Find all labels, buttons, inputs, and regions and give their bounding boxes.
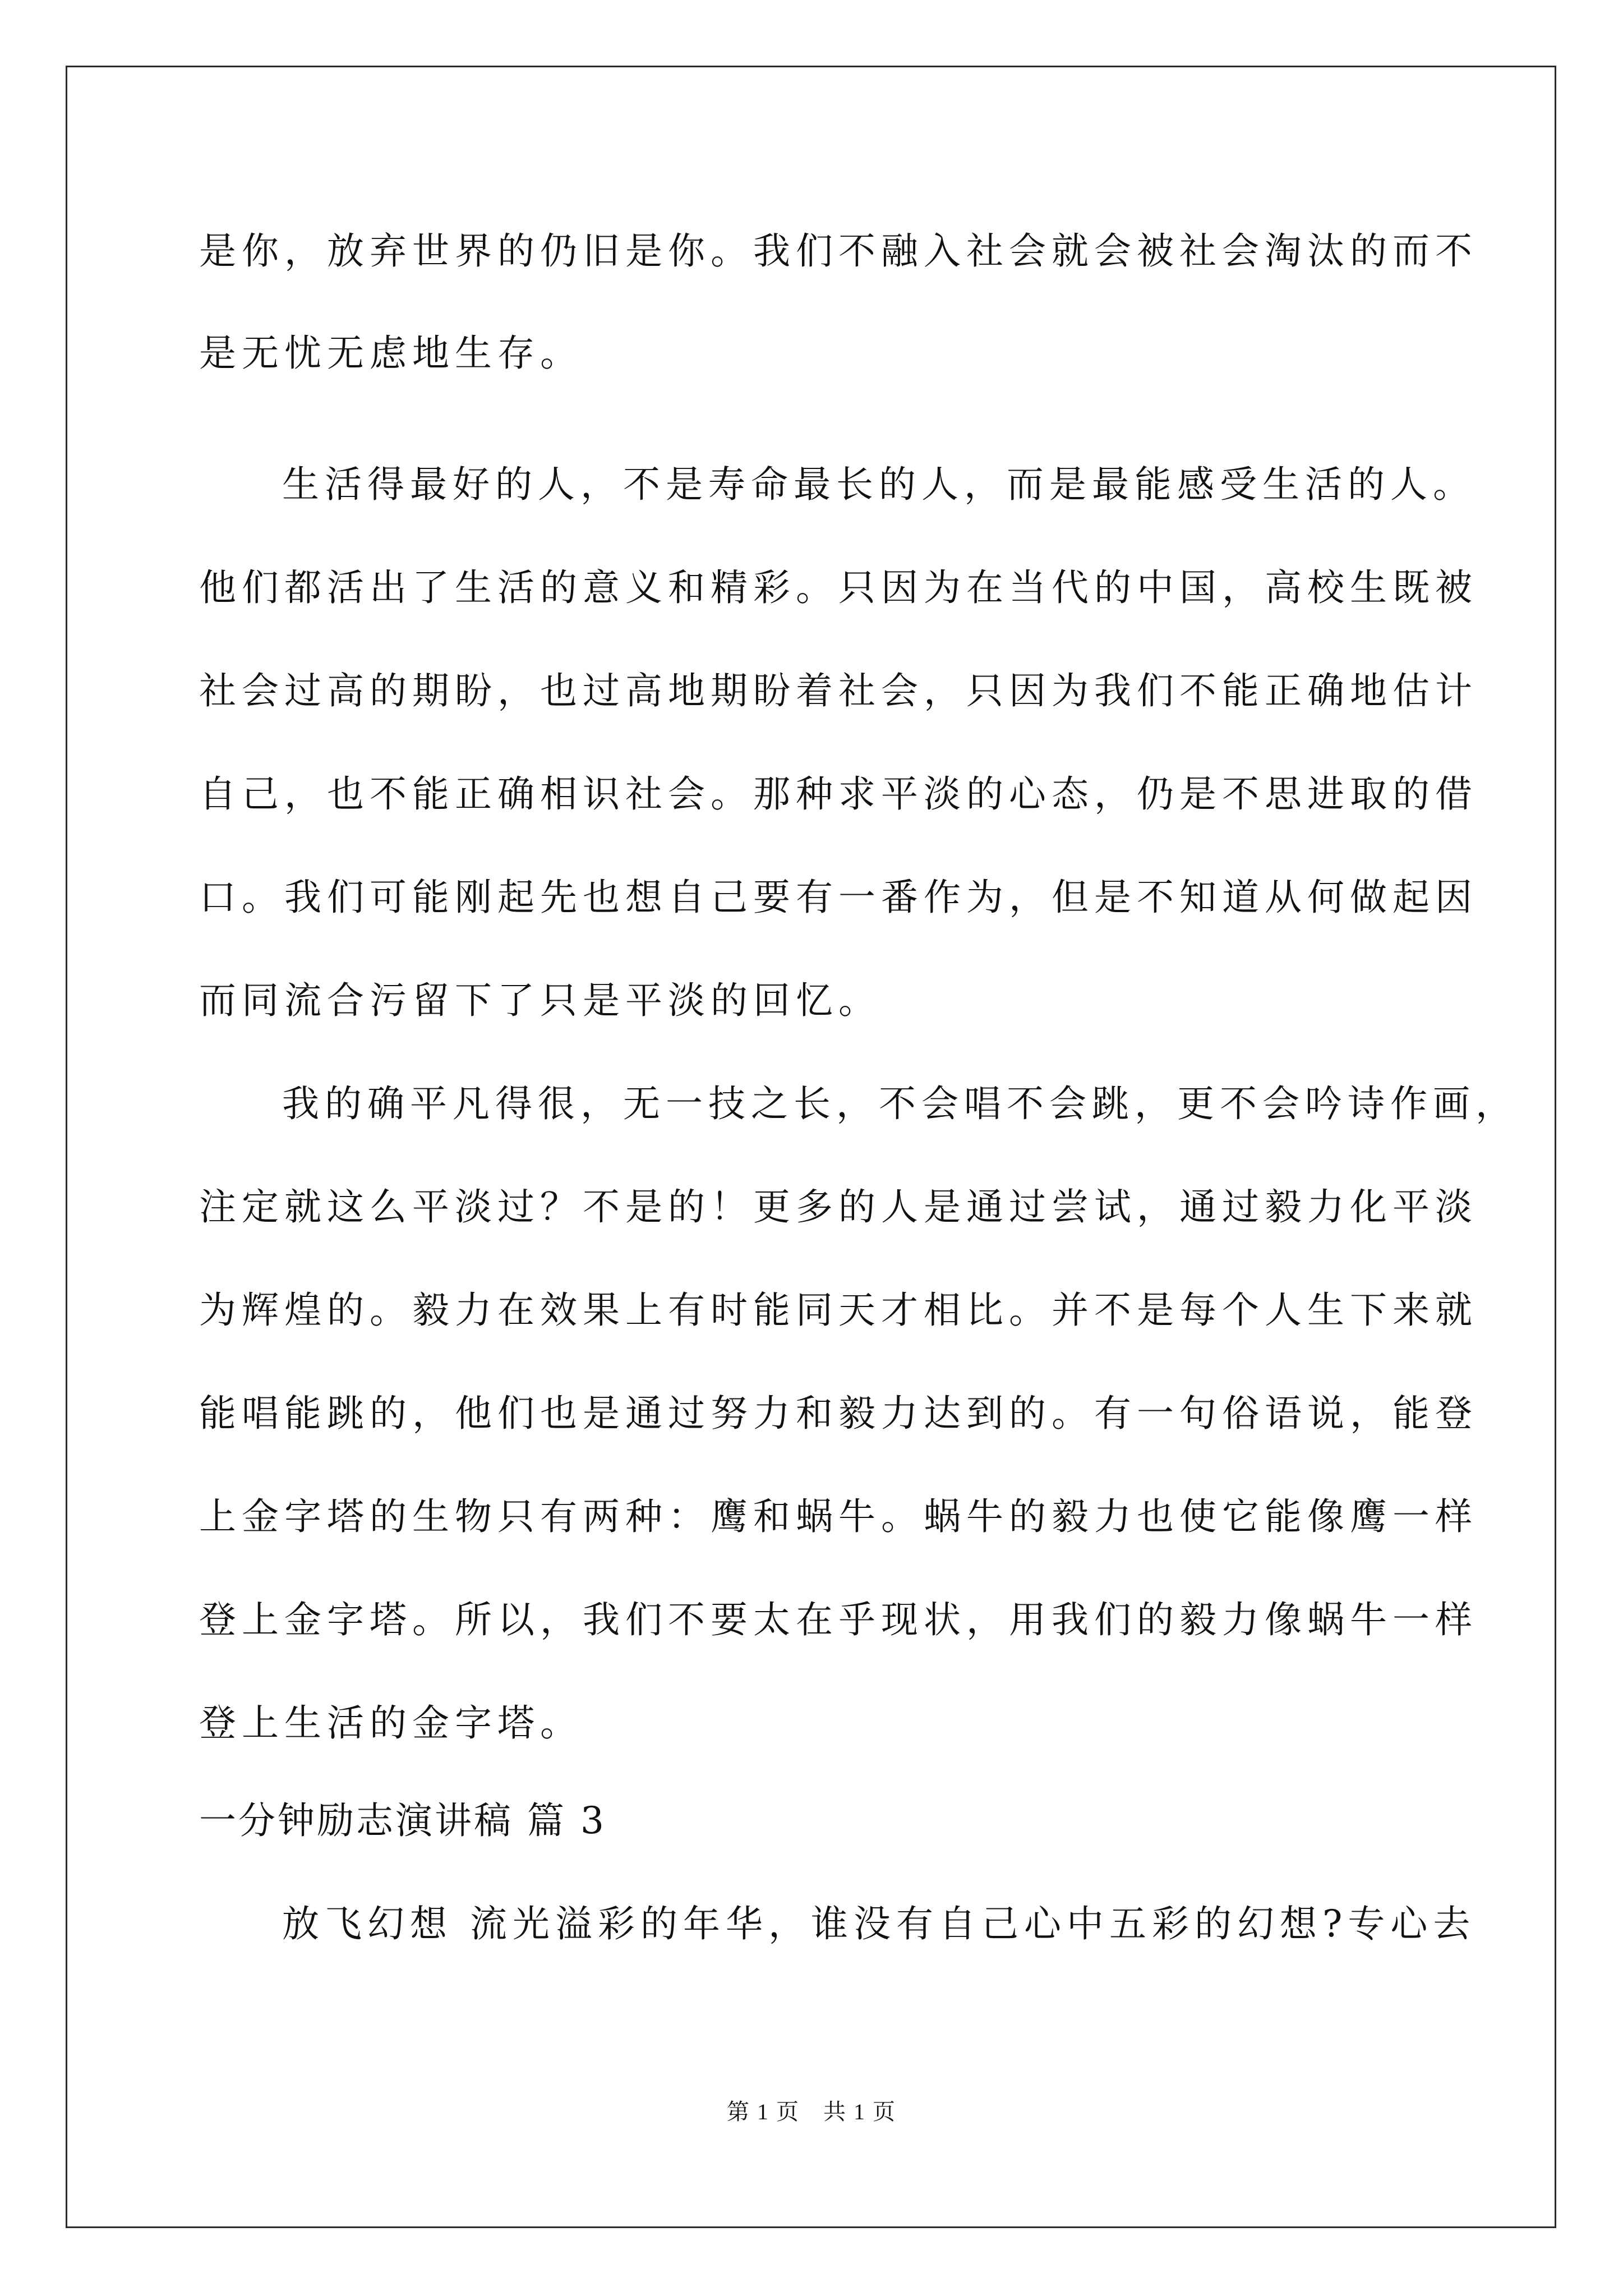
- paragraph-line: 我的确平凡得很，无一技之长，不会唱不会跳，更不会吟诗作画，: [282, 1082, 1518, 1125]
- paragraph-line: 放飞幻想 流光溢彩的年华，谁没有自己心中五彩的幻想?专心去: [282, 1902, 1476, 1945]
- paragraph-line: 登上金字塔。所以，我们不要太在乎现状，用我们的毅力像蜗牛一样: [199, 1598, 1478, 1641]
- paragraph-line: 是你，放弃世界的仍旧是你。我们不融入社会就会被社会淘汰的而不: [199, 229, 1478, 273]
- paragraph-line: 为辉煌的。毅力在效果上有时能同天才相比。并不是每个人生下来就: [199, 1289, 1478, 1332]
- paragraph-line: 而同流合污留下了只是平淡的回忆。: [199, 979, 881, 1022]
- paragraph-line: 是无忧无虑地生存。: [199, 332, 583, 375]
- paragraph-line: 社会过高的期盼，也过高地期盼着社会，只因为我们不能正确地估计: [199, 669, 1478, 712]
- paragraph-line: 登上生活的金字塔。: [199, 1701, 583, 1745]
- paragraph-line: 口。我们可能刚起先也想自己要有一番作为，但是不知道从何做起因: [199, 876, 1478, 919]
- paragraph-line: 自己，也不能正确相识社会。那种求平淡的心态，仍是不思进取的借: [199, 772, 1478, 816]
- paragraph-line: 生活得最好的人，不是寿命最长的人，而是最能感受生活的人。: [282, 463, 1476, 506]
- paragraph-line: 能唱能跳的，他们也是通过努力和毅力达到的。有一句俗语说，能登: [199, 1392, 1478, 1435]
- paragraph-line: 上金字塔的生物只有两种：鹰和蜗牛。蜗牛的毅力也使它能像鹰一样: [199, 1495, 1478, 1538]
- section-heading: 一分钟励志演讲稿 篇 3: [199, 1799, 606, 1842]
- paragraph-line: 注定就这么平淡过？不是的！更多的人是通过尝试，通过毅力化平淡: [199, 1185, 1478, 1228]
- page-footer: 第 1 页 共 1 页: [727, 2099, 896, 2124]
- paragraph-line: 他们都活出了生活的意义和精彩。只因为在当代的中国，高校生既被: [199, 566, 1478, 609]
